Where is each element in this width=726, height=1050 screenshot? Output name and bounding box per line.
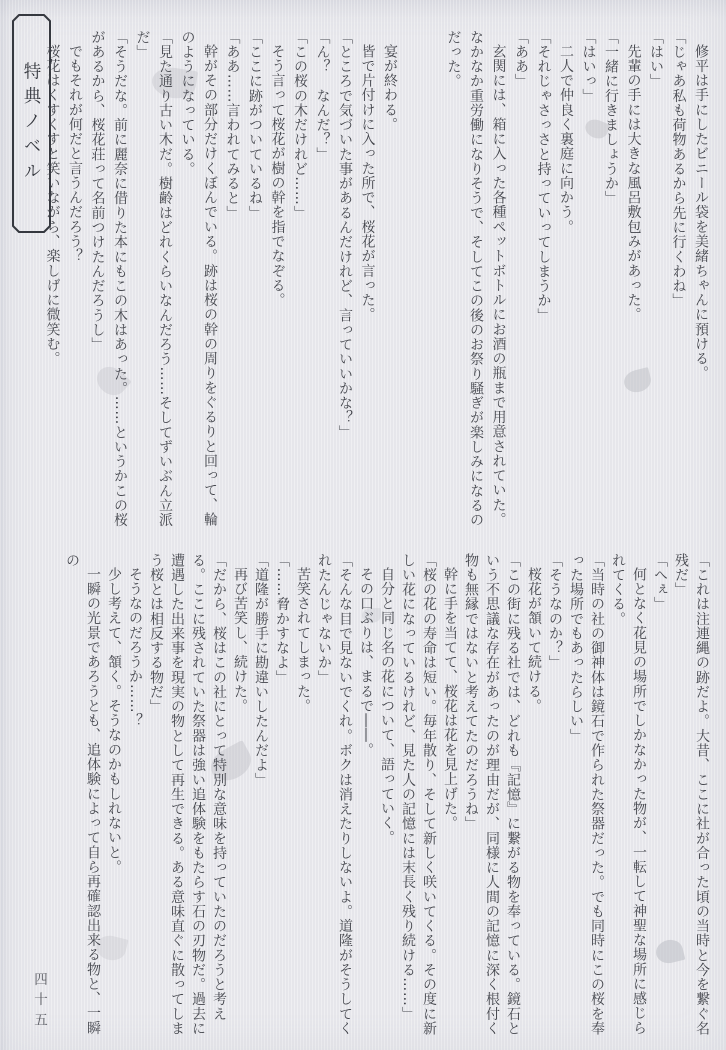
text-line: 「じゃあ私も荷物あるから先に行くわね」 (670, 30, 687, 308)
text-line: 修平は手にしたビニール袋を美緒ちゃんに預ける。 (693, 44, 709, 381)
text-line: 「この桜の木だけれど……」 (292, 30, 308, 221)
text-line: 桜花が頷いて続ける。 (526, 567, 542, 714)
page-title: 特典ノベル (21, 62, 41, 187)
text-line: 苦笑されてしまった。 (295, 567, 311, 714)
text-line: 少し考えて、頷く。そうなのかもしれないと。 (106, 567, 122, 875)
text-line: 「この街に残る社では、どれも『記憶』に繋がる物を奉っている。鏡石という不思議な存在があったのが理由だが、同様に人間の記憶に深く根付く物も無縁ではないと考えてたのだろうね」 (463, 553, 521, 1036)
text-line: 「ところで気づいた事があるんだけれど、言っていいかな？」 (337, 30, 353, 440)
text-line: 「これは注連縄の跡だよ。大昔、ここに社が合った頃の当時と今を繋ぐ名残だ」 (673, 553, 710, 1036)
text-line: 「そんな目で見ないでくれ。ボクは消えたりしないよ。道隆がそうしてくれたんじゃないか」 (316, 553, 353, 1036)
text-line: 一瞬の光景であろうとも、追体験によって自ら再確認出来る物と、一瞬の (64, 553, 101, 1036)
text-line: 桜花はくすくすと笑いながら、楽しげに微笑む。 (44, 44, 61, 366)
section-break (401, 30, 442, 530)
text-line: 「一緒に行きましょうか」 (603, 30, 619, 206)
text-line: 玄関には、箱に入った各種ペットボトルにお酒の瓶まで用意されていた。なかなか重労働になりそうで、そしてこの後のお祭り騒ぎが楽しみになるのだった。 (445, 30, 507, 528)
text-line: 「ん？ なんだ？」 (314, 30, 331, 162)
text-line: 「見た通り古い木だ。樹齢はどれくらいなんだろう……そしてずいぶん立派だ」 (134, 30, 173, 528)
page-number: 四十五 (31, 972, 47, 1033)
text-line: 「そうだな。前に麗奈に借りた本にもこの木はあった。……というかこの桜があるから、桜花荘って名前つけたんだろうし」 (89, 30, 128, 528)
text-line: 「ここに跡がついているね」 (247, 30, 263, 221)
text-line: 「ああ」 (513, 30, 529, 89)
text-line: 先輩の手には大きな風呂敷包みがあった。 (625, 44, 642, 322)
text-line: 皆で片付けに入った所で、桜花が言った。 (359, 44, 376, 322)
text-line: 再び苦笑し、続けた。 (232, 567, 248, 714)
text-line: 「へぇ」 (652, 553, 668, 612)
text-line: 何となく花見の場所でしかなかった物が、一転して神聖な場所に感じられてくる。 (610, 553, 647, 1036)
text-line: 幹がその部分だけくぼんでいる。跡は桜の幹の周りをぐるりと回って、輪のようになっている。 (179, 30, 218, 527)
text-line: でもそれが何だと言うんだろう？ (67, 44, 83, 264)
text-line: 「だから、桜はこの社にとって特別な意味を持っていたのだろうと考える。ここに残されていた祭器は強い追体験をもたらす石の刃物だ。過去に遭遇した出来事を現実の物として再生できる。ある意味直ぐに散ってしまう桜とは相反する物だ」 (148, 553, 227, 1036)
text-line: 「……脅かすなよ」 (274, 553, 290, 685)
text-line: 「それじゃさっさと持っていってしまうか」 (535, 30, 552, 323)
text-line: 二人で仲良く裏庭に向かう。 (558, 44, 574, 235)
upper-text-block (44, 30, 712, 530)
text-line: 「道隆が勝手に勘違いしたんだよ」 (253, 553, 269, 788)
text-line: そう言って桜花が樹の幹を指でなぞる。 (269, 44, 286, 308)
text-line: 「ああ……言われてみると」 (224, 30, 241, 221)
text-line: 「はい」 (648, 30, 664, 89)
text-line: 「当時の社の御神体は鏡石で作られた祭器だった。でも同時にこの桜を奉った場所でもあったらしい」 (568, 553, 605, 1036)
lower-text-block (64, 553, 712, 1045)
text-line: その口ぶりは、まるで――。 (358, 567, 374, 758)
text-line: 「そうなのか？」 (547, 553, 563, 671)
text-line: そうなのだろうか……？ (127, 567, 143, 728)
text-line: 宴が終わる。 (382, 44, 398, 132)
text-line: 幹に手を当てて、桜花は花を見上げた。 (442, 567, 458, 831)
text-line: 「はいっ」 (580, 30, 597, 104)
text-line: 「桜の花の寿命は短い。毎年散り、そして新しく咲いてくる。その度に新しい花になっているけれど、見た人の記憶には末長く残り続ける……」 (400, 553, 437, 1036)
text-line: 自分と同じ名の花について、語っていく。 (379, 567, 395, 845)
